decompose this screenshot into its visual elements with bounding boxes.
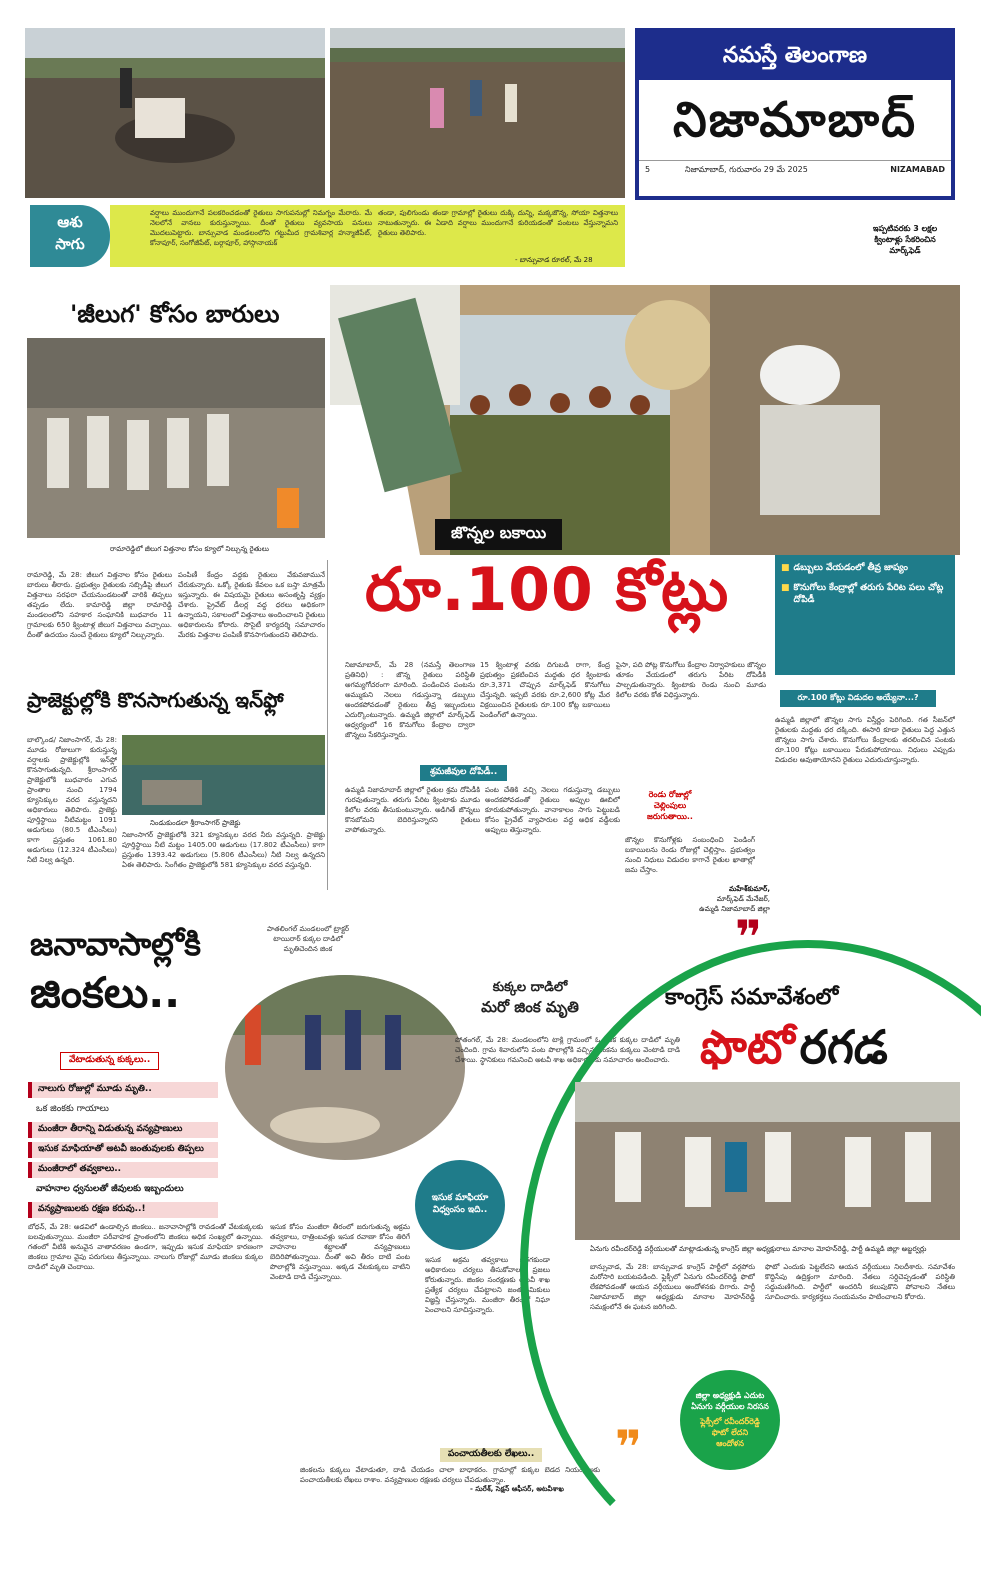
- dog-headline: కుక్కల దాడిలో మరో జింక మృతి: [481, 980, 579, 1016]
- when-body: ఉమ్మడి జిల్లాలో జొన్నల సాగు విస్తీర్ణం పెరిగింది. గత సీజన్‌లో రైతులకు మద్దతు ధర దక్కింది. ఈసారి కూడా రైతులు పెద్ద ఎత్తున జొన్నలు సాగు చేశారు. కొనుగోలు కేంద్రాలకు తరలించిన పంటకు రూ.100 కోట్లు బకాయిలు పేరుకుపోయాయి. నిధులు ఎప్పుడు విడుదల అవుతాయోనని రైతులు ఎదురుచూస్తున్నారు.: [775, 716, 955, 764]
- jonna-bullets-panel: [775, 555, 955, 675]
- jonna-kicker: జొన్నల బకాయి: [435, 519, 562, 550]
- deer-photo-note: పాతలింగల్ మండలంలో ట్రాక్టర్ టాయిరార్ కుక్కల దాడిలో మృతిచెందిన జింక: [266, 925, 350, 953]
- when-label: రూ.100 కోట్లు విడుదల అయ్యేనా...?: [780, 690, 936, 707]
- page-number: 5: [645, 165, 651, 174]
- inflow-caption: నిండుకుండలా శ్రీరాంసాగర్ ప్రాజెక్టు: [150, 819, 241, 827]
- deer-bullets: [28, 1082, 218, 1218]
- procured-note: ఇప్పటివరకు 3 లక్షల క్వింటాళ్లు సేకరించిన మార్క్‌ఫెడ్: [872, 224, 938, 255]
- jonna-col2b: పంట చేతికి వచ్చి నెలలు గడుస్తున్నా డబ్బులు అందకపోవడంతో రైతులు అప్పుల ఊబిలో కూరుకుపోతున్నారు. వానాకాలం సాగు పెట్టుబడి కోసం ప్రైవేట్ వ్యాపారుల వద్ద అధిక వడ్డీలకు అప్పులు తెస్తున్నారు.: [485, 786, 620, 834]
- quote-body: జొన్నల కొనుగోళ్లకు సంబంధించి పెండింగ్ బకాయిలను రెండు రోజుల్లో చెల్లిస్తాం. ప్రభుత్వం నుంచి నిధులు విడుదల కాగానే రైతుల ఖాతాల్లో జమ చేస్తాం.: [625, 836, 755, 874]
- hunting-dogs-label: వేటాడుతున్న కుక్కలు..: [60, 1052, 159, 1070]
- dateline: నిజామాబాద్, గురువారం 29 మే 2025: [685, 165, 808, 174]
- congress-headline2: ఫొటో రగడ: [700, 1020, 888, 1074]
- dopidi-label: శ్రమజీవుల దోపిడీ..: [420, 765, 507, 781]
- dog-body: పోతంగల్, మే 28: మండలంలోని టాక్లి గ్రామంలో ఓ జింక కుక్కల దాడిలో మృతి చెందింది. గ్రామ శివారులోని పంట పొలాల్లోకి వచ్చిన జింకను కుక్కలు వెంటాడి దాడి చేశాయి. స్థానికులు గమనించి అటవీ శాఖ అధికారులకు సమాచారం అందించారు.: [455, 1036, 680, 1064]
- congress-protest-badge: జిల్లా అధ్యక్షుడి ఎదుట ఏనుగు వర్గీయుల నిరసన ఫ్లెక్సీలో రవీందర్‌రెడ్డి ఫొటో లేదని ఆందోళన: [680, 1370, 780, 1470]
- deer-bullet: మంజీరాలో తవ్వకాలు..: [28, 1162, 218, 1178]
- deer-bullet: వాహనాల ధ్వనులతో జీవులకు ఇబ్బందులు: [36, 1184, 184, 1194]
- sorghum-field-photo: [330, 285, 960, 555]
- ashu-sagu-body-left: వర్షాలు ముందుగానే పలకరించడంతో రైతులు సాగుపనుల్లో నిమగ్నం మేరారు. మే నెలలోనే వానలు కురుస్తున్నాయి. దీంతో రైతులు వ్యవసాయ పనులు మొదలుపెట్టారు. బాన్సువాడ మండలంలోని గట్టుమీద గ్రామశివార్ల హన్మాజీపేట్, కోనాపూర్, సంగోజీపేట్, బర్గాపూర్, హాస్గానాయక్: [150, 209, 372, 247]
- jonna-headline: రూ.100 కోట్లు: [365, 555, 730, 625]
- jeeluga-queue-photo: [27, 338, 325, 538]
- deer-headline1: జనావాసాల్లోకి: [30, 925, 201, 963]
- ashu-sagu-body-right: తండా, పులిగుండు తండా గ్రామాల్లో రైతులు దుక్కి దున్ని, మక్కజొన్న, సోయా విత్తనాలు నాటుతున్నారు. ఈ ఏడాది వర్షాలు ముందుగానే కురియడంతో పంటలు వేస్తున్నామని రైతులు తెలిపారు.: [378, 209, 618, 237]
- jonna-col3: పైసా, పది పోట్ల కొనుగోలు కేంద్రాల నిర్వాహకులు జొన్నల తూకం వేయడంలో తరుగు పేరిట దోపిడీకి పాల్పడుతున్నారు. క్వింటాకు రెండు నుంచి మూడు కిలోల వరకు కోత విధిస్తున్నారు.: [616, 661, 766, 699]
- masthead: [635, 28, 955, 200]
- column-divider: [327, 560, 328, 890]
- deer-col3: ఇసుక అక్రమ తవ్వకాలు జరగకుండా అధికారులు చర్యలు తీసుకోవాలని ప్రజలు కోరుతున్నారు. జింకల సంరక్షణకు అటవీ శాఖ ప్రత్యేక చర్యలు చేపట్టాలని జంతుప్రేమికులు విజ్ఞప్తి చేస్తున్నారు. మంజీరా తీరంలో నిఘా పెంచాలని సూచిస్తున్నారు.: [425, 1256, 550, 1314]
- jeeluga-col2: పంపిణీ కేంద్రం వద్దకు రైతులు వేకువజామునే చేరుకున్నారు. ఒక్కో రైతుకు కేవలం ఒక బస్తా మాత్రమే ఇస్తున్నారు. ఈ విషయమై రైతులు అసంతృప్తి వ్యక్తం చేశారు. ప్రైవేట్ డీలర్ల వద్ద ధరలు అధికంగా ఉన్నాయని, సకాలంలో విత్తనాలు అందించాలని రైతులు అధికారులను కోరారు. సొసైటీ కార్యదర్శి సమాచారం మేరకు విత్తనాల పంపిణీ కొనసాగుతుందని తెలిపారు.: [178, 571, 325, 639]
- ashu-sagu-byline: - బాన్సువాడ రూరల్, మే 28: [515, 256, 593, 264]
- inflow-col2: నిజాంసాగర్ ప్రాజెక్టులోకి 321 క్యూసెక్కుల వరద నీరు వస్తున్నది. ప్రాజెక్టు పూర్తిస్థాయి నీటి మట్టం 1405.00 అడుగులు (17.802 టీఎంసీలు) కాగా ప్రస్తుతం 1393.42 అడుగులు (5.806 టీఎంసీలు) నీటి నిల్వ ఉన్నదని ఏఈ తెలిపారు. సింగీతం ప్రాజెక్టులోకి 581 క్యూసెక్కుల వరద వస్తున్నది.: [122, 831, 325, 869]
- dead-deer-photo: [225, 975, 465, 1160]
- deer-bullet: వన్యప్రాణులకు రక్షణ కరువు..!: [28, 1202, 218, 1218]
- jeeluga-headline: 'జీలుగ' కోసం బారులు: [70, 300, 280, 328]
- ploughing-photo: [25, 28, 325, 198]
- panchayat-sign: - సురేశ్, సెక్షన్ ఆఫీసర్, అటవీశాఖ: [470, 1485, 564, 1493]
- deer-headline2: జింకలు..: [30, 968, 181, 1017]
- deer-bullet: ఇసుక మాఫియాతో అటవీ జంతువులకు తిప్పలు: [28, 1142, 218, 1158]
- jonna-col2: 15 క్వింటాళ్ల వరకు దిగుబడి రాగా, కేంద్ర ప్రభుత్వం ప్రకటించిన మద్దతు ధర క్వింటాకు రూ.3,371 చొప్పున మార్క్‌ఫెడ్ కొనుగోలు చేస్తున్నది. ఇప్పటి వరకు రూ.2,600 కోట్ల మేర విక్రయించిన రైతులకు రూ.100 కోట్ల బకాయిలు పెండింగ్‌లో ఉన్నాయి.: [480, 661, 610, 719]
- congress-headline1: కాంగ్రెస్ సమావేశంలో: [665, 985, 839, 1010]
- inflow-headline: ప్రాజెక్టుల్లోకి కొనసాగుతున్న ఇన్‌ఫ్లో: [27, 688, 284, 712]
- congress-caption: ఏనుగు రవీందర్‌రెడ్డి వర్గీయులతో మాట్లాడుతున్న కాంగ్రెస్ జిల్లా అధ్యక్షురాలు మానాల మోహన్‌రెడ్డి, పార్టీ ఉమ్మడి జిల్లా అబ్జర్వర్లు: [590, 1245, 927, 1253]
- quote-title: రెండు రోజుల్లో చెల్లింపులు జరుగుతాయి..: [647, 790, 693, 821]
- jeeluga-caption: రామారెడ్డిలో జీలుగ విత్తనాల కోసం క్యూలో నిల్చున్న రైతులు: [110, 545, 269, 553]
- bullet-delay: ■ డబ్బులు వేయడంలో తీవ్ర జాప్యం: [781, 563, 908, 573]
- panchayat-label: పంచాయతీలకు లేఖలు..: [440, 1448, 542, 1462]
- mafia-bubble: ఇసుక మాఫియా విధ్వంసం ఇది..: [415, 1160, 505, 1250]
- deer-col2: ఇసుక కోసం మంజీరా తీరంలో జరుగుతున్న అక్రమ తవ్వకాలు, రాత్రింబవళ్లు ఇసుక రవాణా కోసం తిరిగే వాహనాల శబ్దాలతో వన్యప్రాణులు బెదిరిపోతున్నాయి. దీంతో అవి తీరం దాటి పంట పొలాల్లోకి వస్తున్నాయి. అక్కడ వేటకుక్కలు వాటిని వెంటాడి దాడి చేస్తున్నాయి.: [270, 1223, 410, 1281]
- edition-title: నిజామాబాద్: [673, 92, 917, 148]
- jeeluga-col1: రామారెడ్డి, మే 28: జీలుగ విత్తనాల కోసం రైతులు బారులు తీరారు. ప్రభుత్వం రైతులకు సబ్సిడీపై జీలుగ విత్తనాలు సరఫరా చేయనుండటంతో వారికి తిప్పలు తప్పడం లేదు. కామారెడ్డి జిల్లా రామారెడ్డి మండలంలోని సహకార సంఘానికి బుధవారం 11 గ్రామాలకు 650 క్వింటాళ్ల జీలుగ విత్తనాలు వచ్చాయి. దీంతో ఉదయం నుంచే రైతులు క్యూలో నిల్చున్నారు.: [27, 571, 172, 639]
- congress-col2: ఫొటో ఎందుకు పెట్టలేదని ఆయన వర్గీయులు నిలదీశారు. సమావేశం కొద్దిసేపు ఉద్రిక్తంగా మారింది. నేతలు సర్దిచెప్పడంతో పరిస్థితి సద్దుమణిగింది. పార్టీలో అందరినీ కలుపుకొని పోవాలని నేతలు సూచించారు. కార్యకర్తలు సంయమనం పాటించాలని కోరారు.: [765, 1263, 955, 1301]
- quote-signature: మహేశ్‌కుమార్, మార్క్‌ఫెడ్ మేనేజర్, ఉమ్మడి నిజామాబాద్ జిల్లా: [699, 885, 770, 913]
- bullet-exploitation: ■ కొనుగోలు కేంద్రాల్లో తరుగు పేరిట పలు చోట్ల దోపిడీ: [781, 583, 944, 605]
- quote-mark-bottom: ❞: [615, 1420, 642, 1474]
- paper-name: నమస్తే తెలంగాణ: [639, 32, 951, 80]
- congress-col1: బాన్సువాడ, మే 28: బాన్సువాడ కాంగ్రెస్ పార్టీలో వర్గపోరు మరోసారి బయటపడింది. ఫ్లెక్సీలో ఏనుగు రవీందర్‌రెడ్డి ఫొటో లేకపోవడంతో ఆయన వర్గీయులు ఆందోళనకు దిగారు. పార్టీ నిజామాబాద్ జిల్లా అధ్యక్షుడు మానాల మోహన్‌రెడ్డి సమక్షంలోనే ఈ ఘటన జరిగింది.: [590, 1263, 755, 1311]
- deer-bullet: నాలుగు రోజుల్లో మూడు మృతి..: [28, 1082, 218, 1098]
- deer-bullet: ఒక జింకకు గాయాలు: [36, 1104, 109, 1114]
- deer-bullet: మంజీరా తీరాన్ని విడుతున్న వన్యప్రాణులు: [28, 1122, 218, 1138]
- panchayat-body: జింకలను కుక్కలు వేటాడుతూ, దాడి చేయడం చాలా బాధాకరం. గ్రామాల్లో కుక్కల బెడద నియంత్రణకు పంచాయతీలకు లేఖలు రాశాం. వన్యప్రాణుల రక్షణకు చర్యలు చేపడుతున్నాం.: [300, 1466, 600, 1484]
- edition-en: NIZAMABAD: [890, 165, 945, 174]
- sowing-photo: [330, 28, 625, 198]
- congress-meeting-photo: [575, 1082, 960, 1240]
- jonna-col1: నిజామాబాద్, మే 28 (నమస్తే తెలంగాణ ప్రతినిధి) : జొన్న రైతులు పరిస్థితి అగమ్యగోచరంగా మారింది. పండించిన పంటను అమ్ముకుని నెలలు గడుస్తున్నా డబ్బులు అందకపోవడంతో రైతులు తీవ్ర ఇబ్బందులు ఎదుర్కొంటున్నారు. ఉమ్మడి జిల్లాలో మార్క్‌ఫెడ్ ఆధ్వర్యంలో 16 కొనుగోలు కేంద్రాల ద్వారా జొన్నలు సేకరిస్తున్నారు.: [345, 661, 475, 739]
- quote-mark: ❞: [735, 910, 762, 964]
- inflow-col1: బాల్కొండ/ నిజాంసాగర్, మే 28: మూడు రోజులుగా కురుస్తున్న వర్షాలకు ప్రాజెక్టుల్లోకి ఇన్‌ఫ్లో కొనసాగుతున్నది. శ్రీరాంసాగర్ ప్రాజెక్టులోకి బుధవారం ఎగువ ప్రాంతాల నుంచి 1794 క్యూసెక్కుల వరద వస్తున్నదని అధికారులు తెలిపారు. ప్రాజెక్టు పూర్తిస్థాయి నీటిమట్టం 1091 అడుగులు (80.5 టీఎంసీలు) కాగా ప్రస్తుతం 1061.80 అడుగులు (12.324 టీఎంసీలు) నీటి నిల్వ ఉన్నది.: [27, 736, 117, 864]
- reservoir-photo: [122, 735, 325, 815]
- ashu-sagu-logo: ఆశు సాగు: [30, 205, 110, 267]
- deer-col1: బోధన్, మే 28: అడవిలో ఉండాల్సిన జింకలు.. జనావాసాల్లోకి రావడంతో వేటకుక్కలకు బలవుతున్నాయి. మంజీరా పరీవాహక ప్రాంతంలోని జింకలు అధిక సంఖ్యలో ఉన్నాయి. గతంలో వీటికి అనువైన వాతావరణం ఉండగా, ఇప్పుడు ఇసుక మాఫియా కారణంగా జింకలు గ్రామాల వైపు పరుగులు తీస్తున్నాయి. నాలుగు రోజుల్లో మూడు జింకలు కుక్కల దాడిలో మృతి చెందాయి.: [28, 1223, 263, 1271]
- jonna-col1b: ఉమ్మడి నిజామాబాద్ జిల్లాలో రైతుల శ్రమ దోపిడీకి గురవుతున్నారు. తరుగు పేరిట క్వింటాకు మూడు కిలోల వరకు తీసుకుంటున్నారు. అడిగితే జొన్నలు కొనబోమని బెదిరిస్తున్నారని రైతులు వాపోతున్నారు.: [345, 786, 480, 834]
